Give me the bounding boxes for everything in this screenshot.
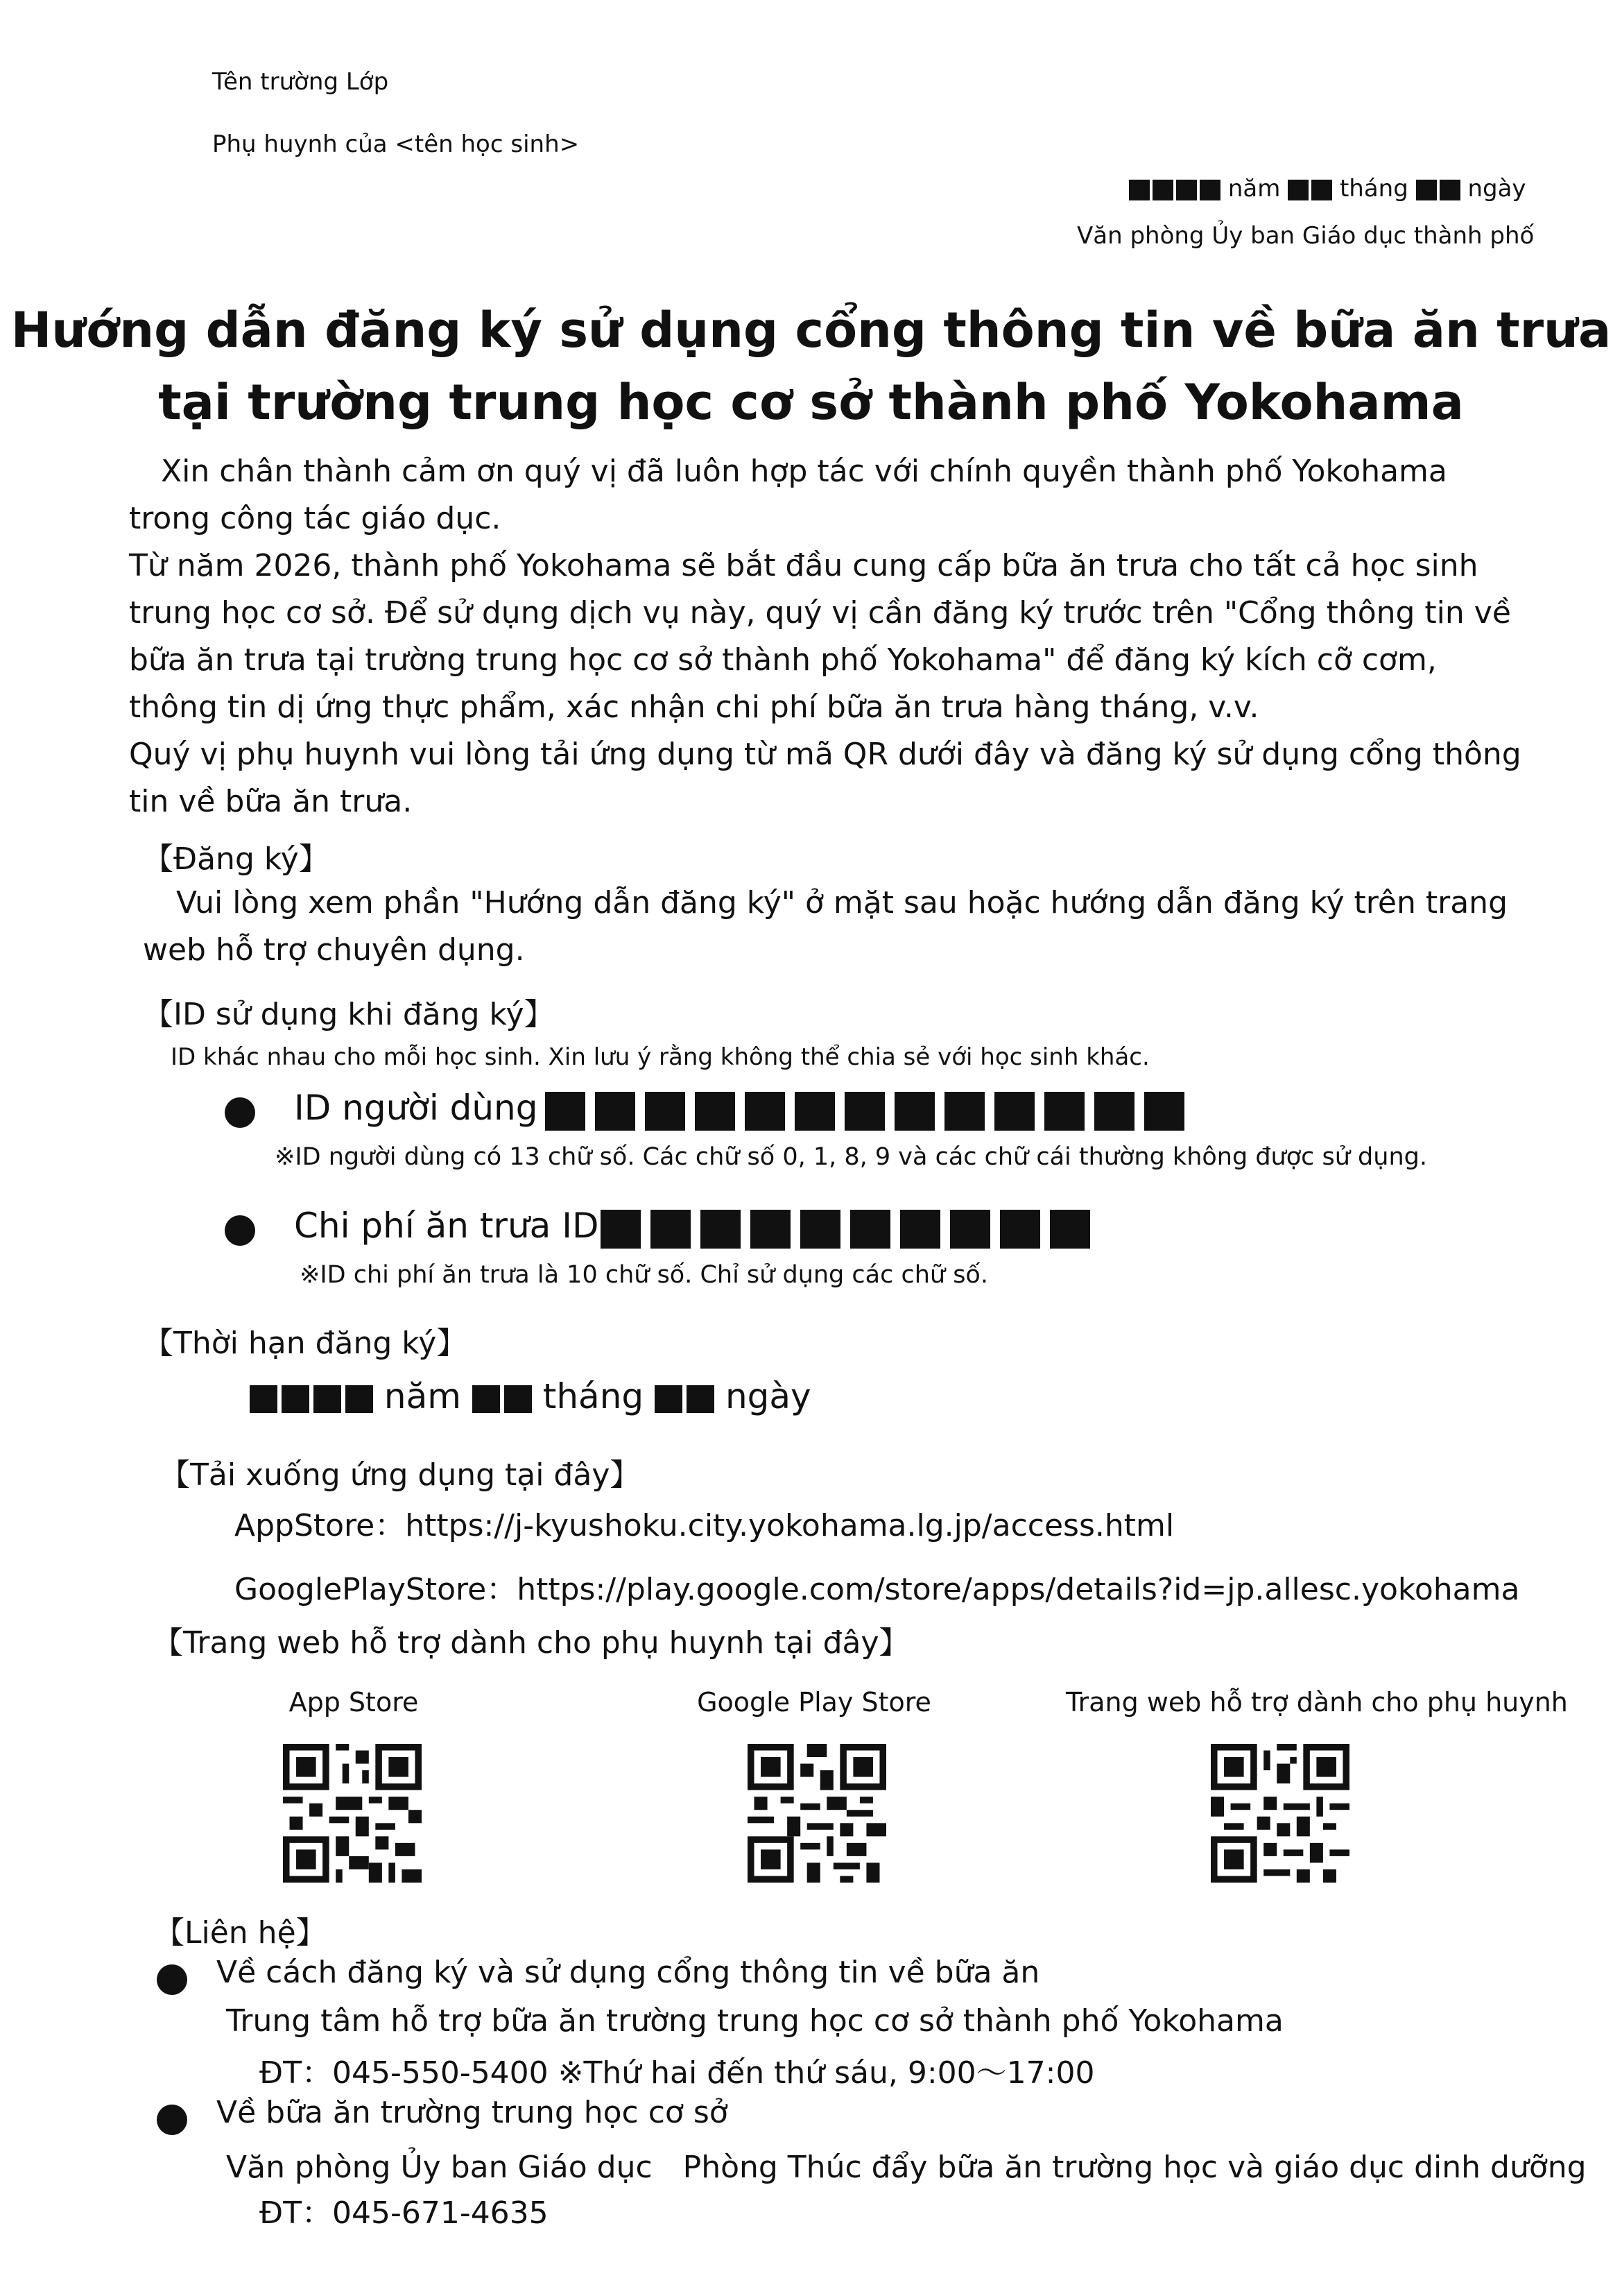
page-title-line1: Hướng dẫn đăng ký sử dụng cổng thông tin về bữa ăn trưa — [10, 302, 1612, 359]
date-year: năm — [1227, 175, 1281, 203]
bullet-icon — [157, 1964, 187, 1995]
qr-label-support: Trang web hỗ trợ dành cho phụ huynh — [1066, 1687, 1568, 1717]
deadline-month: tháng — [542, 1376, 644, 1416]
intro-line: thông tin dị ứng thực phẩm, xác nhận chi phí bữa ăn trưa hàng tháng, v.v. — [129, 689, 1259, 725]
deadline-date — [250, 1376, 811, 1416]
contact-item1-tel[interactable]: ĐT：045-550-5400 ※Thứ hai đến thứ sáu, 9:00〜17:00 — [259, 2055, 1095, 2091]
school-class-label: Tên trường Lớp — [212, 68, 389, 96]
contact-item2-org: Văn phòng Ủy ban Giáo dục Phòng Thúc đẩy bữa ăn trường học và giáo dục dinh dưỡng — [226, 2150, 1587, 2185]
contact-heading: 【Liên hệ】 — [154, 1915, 327, 1951]
download-heading: 【Tải xuống ứng dụng tại đây】 — [159, 1457, 641, 1493]
deadline-year: năm — [383, 1376, 461, 1416]
fee-id-redacted — [601, 1210, 1090, 1249]
user-id-label: ID người dùng — [294, 1088, 538, 1128]
bullet-icon — [225, 1097, 255, 1128]
deadline-heading: 【Thời hạn đăng ký】 — [143, 1326, 467, 1361]
registration-text1: Vui lòng xem phần "Hướng dẫn đăng ký" ở mặt sau hoặc hướng dẫn đăng ký trên trang — [176, 885, 1508, 920]
intro-line: Xin chân thành cảm ơn quý vị đã luôn hợp tác với chính quyền thành phố Yokohama — [161, 454, 1447, 489]
contact-item2-title: Về bữa ăn trường trung học cơ sở — [216, 2095, 728, 2130]
fee-id-label: Chi phí ăn trưa ID — [294, 1206, 599, 1246]
date-day: ngày — [1467, 175, 1526, 203]
contact-item1-org: Trung tâm hỗ trợ bữa ăn trường trung học cơ sở thành phố Yokohama — [226, 2003, 1284, 2039]
qr-label-googleplay: Google Play Store — [697, 1687, 931, 1717]
intro-line: tin về bữa ăn trưa. — [129, 784, 413, 819]
deadline-day: ngày — [725, 1376, 811, 1416]
contact-item1-title: Về cách đăng ký và sử dụng cổng thông tin về bữa ăn — [216, 1955, 1040, 1990]
intro-line: trong công tác giáo dục. — [129, 501, 501, 536]
intro-paragraph — [129, 448, 1521, 825]
intro-line: bữa ăn trưa tại trường trung học cơ sở thành phố Yokohama" để đăng ký kích cỡ cơm, — [129, 642, 1437, 678]
qr-code-googleplay[interactable] — [748, 1744, 886, 1883]
intro-line: Từ năm 2026, thành phố Yokohama sẽ bắt đầu cung cấp bữa ăn trưa cho tất cả học sinh — [129, 548, 1478, 583]
qr-code-support-site[interactable] — [1211, 1744, 1349, 1883]
id-note: ID khác nhau cho mỗi học sinh. Xin lưu ý rằng không thể chia sẻ với học sinh khác. — [171, 1043, 1150, 1071]
support-heading: 【Trang web hỗ trợ dành cho phụ huynh tại đây】 — [153, 1625, 910, 1661]
fee-id-note: ※ID chi phí ăn trưa là 10 chữ số. Chỉ sử dụng các chữ số. — [300, 1261, 988, 1289]
qr-code-appstore[interactable] — [283, 1744, 422, 1883]
date-month: tháng — [1339, 175, 1408, 203]
registration-text2: web hỗ trợ chuyên dụng. — [143, 932, 525, 968]
intro-line: Quý vị phụ huynh vui lòng tải ứng dụng từ mã QR dưới đây và đăng ký sử dụng cổng thông — [129, 737, 1521, 772]
id-heading: 【ID sử dụng khi đăng ký】 — [143, 997, 555, 1032]
googleplay-link[interactable]: GooglePlayStore：https://play.google.com/store/apps/details?id=jp.allesc.yokohama — [234, 1572, 1520, 1607]
office-label: Văn phòng Ủy ban Giáo dục thành phố — [1077, 222, 1535, 250]
bullet-icon — [225, 1215, 255, 1246]
page-title-line2: tại trường trung học cơ sở thành phố Yokohama — [158, 374, 1464, 431]
user-id-redacted — [545, 1092, 1184, 1131]
appstore-link[interactable]: AppStore：https://j-kyushoku.city.yokohama.lg.jp/access.html — [234, 1508, 1175, 1543]
parent-of-label: Phụ huynh của <tên học sinh> — [212, 130, 580, 158]
header-date — [1129, 175, 1526, 203]
registration-heading: 【Đăng ký】 — [143, 841, 329, 877]
intro-line: trung học cơ sở. Để sử dụng dịch vụ này, quý vị cần đăng ký trước trên "Cổng thông tin về — [129, 595, 1511, 631]
contact-item2-tel[interactable]: ĐT：045-671-4635 — [259, 2195, 549, 2231]
user-id-note: ※ID người dùng có 13 chữ số. Các chữ số 0, 1, 8, 9 và các chữ cái thường không được sử dụng. — [275, 1143, 1427, 1171]
qr-label-appstore: App Store — [288, 1687, 419, 1717]
bullet-icon — [157, 2105, 187, 2135]
